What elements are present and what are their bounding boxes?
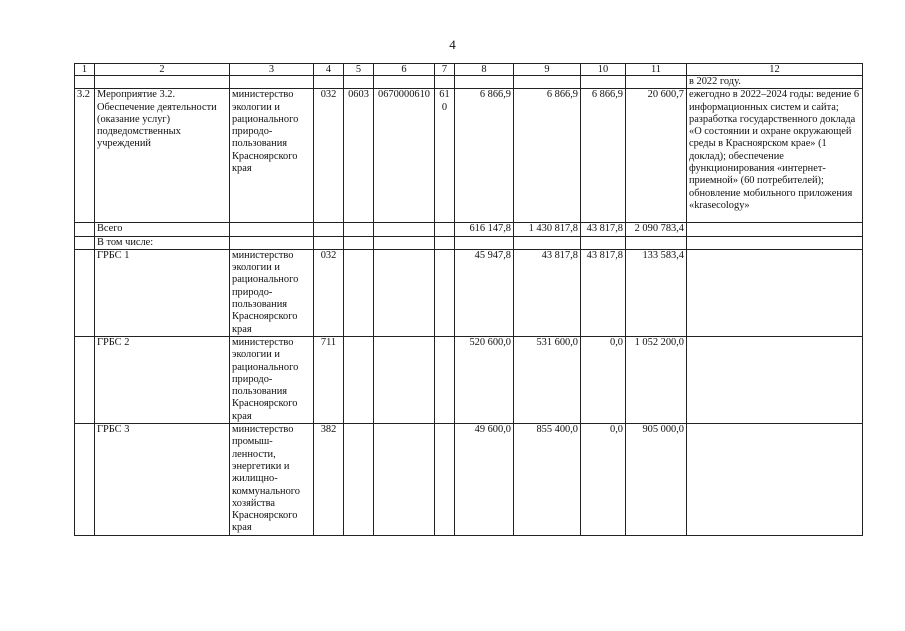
ministry-name: министерство экологии и рационального природо-пользования Красноярского края <box>230 249 314 336</box>
total-row <box>75 223 863 236</box>
value-2023: 531 600,0 <box>514 336 581 423</box>
col-header: 4 <box>314 64 344 76</box>
total-2022: 616 147,8 <box>455 223 514 236</box>
col-header: 3 <box>230 64 314 76</box>
grbs-label: ГРБС 1 <box>95 249 230 336</box>
page-number: 4 <box>449 37 456 52</box>
value-2023: 855 400,0 <box>514 424 581 536</box>
grbs-code: 382 <box>314 424 344 536</box>
header-row <box>75 64 863 76</box>
value-2022: 45 947,8 <box>455 249 514 336</box>
ministry-name: министерство экологии и рационального природо-пользования Красноярского края <box>230 336 314 423</box>
ministry-name: министерство промыш-ленности, энергетики и жилищно-коммунального хозяйства Красноярского края <box>230 424 314 536</box>
rzpr-code: 0603 <box>344 89 374 223</box>
expected-result: ежегодно в 2022–2024 годы: ведение 6 информационных систем и сайта; разработка государственного доклада «О состоянии и охране окружающей среды в Красноярском крае» (1 доклад); обеспечение функционирования «интернет-приемной» (60 потребителей); обновление мобильного приложения «krasecology» <box>687 89 863 223</box>
col-header: 10 <box>581 64 626 76</box>
col-header: 6 <box>374 64 435 76</box>
col-header: 7 <box>435 64 455 76</box>
including-row <box>75 236 863 249</box>
table-row-3-2 <box>75 89 863 223</box>
activity-name: Мероприятие 3.2. Обеспечение деятельности (оказание услуг) подведомственных учреждений <box>95 89 230 223</box>
grbs-code: 032 <box>314 249 344 336</box>
grbs-code: 032 <box>314 89 344 223</box>
continuation-text: в 2022 году. <box>687 76 863 89</box>
table-row-grbs-3 <box>75 424 863 536</box>
value-2022: 49 600,0 <box>455 424 514 536</box>
col-header: 2 <box>95 64 230 76</box>
total-label: Всего <box>95 223 230 236</box>
col-header: 9 <box>514 64 581 76</box>
value-2022: 6 866,9 <box>455 89 514 223</box>
value-2024: 43 817,8 <box>581 249 626 336</box>
grbs-label: ГРБС 2 <box>95 336 230 423</box>
col-header: 11 <box>626 64 687 76</box>
value-2022: 520 600,0 <box>455 336 514 423</box>
value-total: 1 052 200,0 <box>626 336 687 423</box>
value-2024: 0,0 <box>581 424 626 536</box>
table-row-grbs-2 <box>75 336 863 423</box>
ministry-name: министерство экологии и рационального природо-пользования Красноярского края <box>230 89 314 223</box>
total-2024: 43 817,8 <box>581 223 626 236</box>
csr-code: 0670000610 <box>374 89 435 223</box>
value-total: 905 000,0 <box>626 424 687 536</box>
table-row-grbs-1 <box>75 249 863 336</box>
grbs-label: ГРБС 3 <box>95 424 230 536</box>
value-2024: 0,0 <box>581 336 626 423</box>
value-2024: 6 866,9 <box>581 89 626 223</box>
including-label: В том числе: <box>95 236 230 249</box>
vr-code: 610 <box>435 89 455 223</box>
value-2023: 6 866,9 <box>514 89 581 223</box>
value-total: 20 600,7 <box>626 89 687 223</box>
col-header: 12 <box>687 64 863 76</box>
col-header: 5 <box>344 64 374 76</box>
row-number: 3.2 <box>75 89 95 223</box>
total-2023: 1 430 817,8 <box>514 223 581 236</box>
value-total: 133 583,4 <box>626 249 687 336</box>
value-2023: 43 817,8 <box>514 249 581 336</box>
budget-table <box>74 63 863 536</box>
total-sum: 2 090 783,4 <box>626 223 687 236</box>
continuation-row <box>75 76 863 89</box>
col-header: 8 <box>455 64 514 76</box>
grbs-code: 711 <box>314 336 344 423</box>
col-header: 1 <box>75 64 95 76</box>
